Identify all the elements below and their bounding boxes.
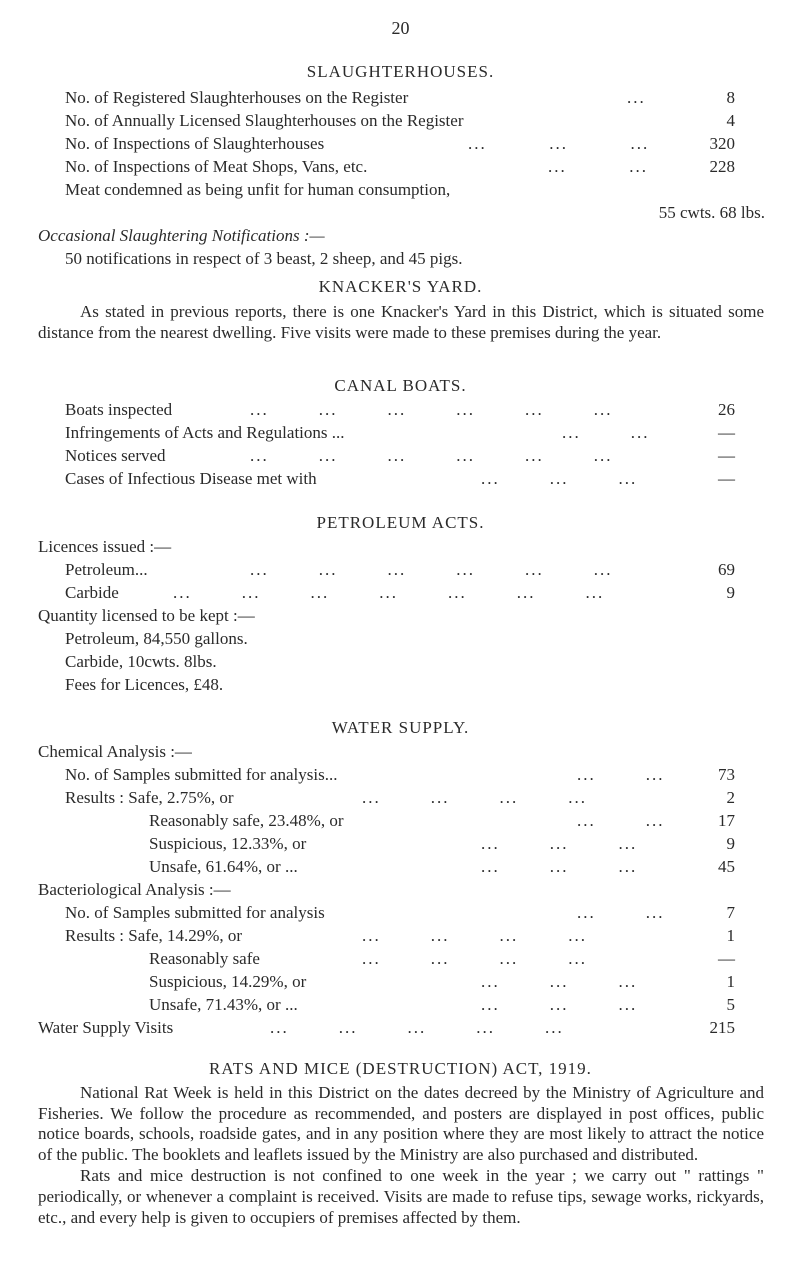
- row-value: 1: [726, 972, 735, 991]
- row-leader-dots: ... ... ...: [468, 134, 650, 153]
- chemical-row-unsafe: [149, 857, 735, 877]
- water-heading: WATER SUPPLY.: [331, 718, 470, 737]
- chemical-analysis-label: Chemical Analysis :—: [38, 742, 192, 761]
- row-value: 5: [726, 995, 735, 1014]
- row-label: Results : Safe, 2.75%, or: [65, 788, 234, 807]
- row-label: Unsafe, 71.43%, or ...: [149, 995, 298, 1014]
- row-label: No. of Inspections of Slaughterhouses: [65, 134, 325, 153]
- bact-row-samples: [65, 903, 735, 923]
- page-number: 20: [391, 18, 410, 38]
- row-value: 45: [718, 857, 735, 876]
- row-label: Results : Safe, 14.29%, or: [65, 926, 243, 945]
- canal-row-boats: [65, 400, 735, 420]
- row-value: 215: [709, 1018, 735, 1037]
- row-leader-dots: ... ... ... ... ...: [270, 1018, 564, 1037]
- occasional-slaughtering-title: Occasional Slaughtering Notifications :—: [38, 226, 325, 245]
- petroleum-row-carbide: [65, 583, 735, 603]
- row-value: 26: [718, 400, 735, 419]
- row-leader-dots: ... ... ...: [481, 469, 638, 488]
- bact-row-unsafe: [149, 995, 735, 1015]
- water-supply-visits-row: [38, 1018, 735, 1038]
- row-value: 7: [726, 903, 735, 922]
- rats-paragraph-1: National Rat Week is held in this District on the dates decreed by the Ministry of Agriculture and Fisheries. We follow the procedure as recommended, and posters are displayed in post offices, public notice boards, schools, roadside gates, and in any position where they are most likely to attract the notice of the public. The booklets and leaflets issued by the Ministry are also purchased and distributed.: [38, 1083, 764, 1164]
- row-leader-dots: ... ... ... ...: [362, 926, 587, 945]
- row-label: Reasonably safe: [149, 949, 260, 968]
- row-label: No. of Annually Licensed Slaughterhouses on the Register: [65, 111, 464, 130]
- row-leader-dots: ... ... ...: [481, 972, 638, 991]
- row-leader-dots: ...: [627, 88, 646, 107]
- knackers-paragraph: [38, 302, 764, 343]
- row-label: Water Supply Visits: [38, 1018, 174, 1037]
- slaughter-row-inspections: [65, 134, 735, 154]
- row-leader-dots: ... ...: [562, 423, 650, 442]
- row-label: Unsafe, 61.64%, or ...: [149, 857, 298, 876]
- row-leader-dots: ... ...: [548, 157, 648, 176]
- row-label: Suspicious, 14.29%, or: [149, 972, 307, 991]
- canal-heading: CANAL BOATS.: [334, 376, 467, 395]
- row-leader-dots: ... ... ...: [481, 834, 638, 853]
- row-value: 69: [718, 560, 735, 579]
- slaughterhouses-heading: SLAUGHTERHOUSES.: [306, 62, 495, 81]
- bact-row-reasonably-safe: [149, 949, 735, 969]
- row-value: 4: [726, 111, 735, 130]
- slaughter-row-meat-shops: [65, 157, 735, 177]
- row-label: No. of Samples submitted for analysis...: [65, 765, 338, 784]
- row-label: No. of Samples submitted for analysis: [65, 903, 325, 922]
- knackers-text: As stated in previous reports, there is one Knacker's Yard in this District, which is situated some distance from the nearest dwelling. Five visits were made to these premises during the year.: [38, 302, 764, 342]
- row-leader-dots: ... ...: [577, 903, 665, 922]
- canal-row-notices: [65, 446, 735, 466]
- row-label: Notices served: [65, 446, 166, 465]
- row-value: 17: [718, 811, 735, 830]
- row-value: —: [718, 446, 735, 465]
- row-label: Suspicious, 12.33%, or: [149, 834, 307, 853]
- row-label: Infringements of Acts and Regulations ...: [65, 423, 345, 442]
- canal-row-infectious: [65, 469, 735, 489]
- knackers-heading: KNACKER'S YARD.: [318, 277, 483, 296]
- rats-heading: RATS AND MICE (DESTRUCTION) ACT, 1919.: [209, 1059, 592, 1078]
- row-label: No. of Registered Slaughterhouses on the Register: [65, 88, 409, 107]
- row-leader-dots: ... ...: [577, 765, 665, 784]
- bact-row-suspicious: [149, 972, 735, 992]
- row-leader-dots: ... ... ... ... ... ...: [250, 400, 613, 419]
- chemical-row-reasonably-safe: [149, 811, 735, 831]
- row-leader-dots: ... ... ...: [481, 857, 638, 876]
- row-value: 320: [709, 134, 735, 153]
- petroleum-heading: PETROLEUM ACTS.: [316, 513, 485, 532]
- row-value: 9: [726, 834, 735, 853]
- row-label: Petroleum...: [65, 560, 148, 579]
- row-value: —: [718, 469, 735, 488]
- quantity-licensed-label: Quantity licensed to be kept :—: [38, 606, 255, 625]
- chemical-row-samples: [65, 765, 735, 785]
- bact-row-safe: [65, 926, 735, 946]
- rats-paragraph-2: Rats and mice destruction is not confined to one week in the year ; we carry out " rattings " periodically, or whenever a complaint is received. Visits are made to refuse tips, sewage works, rickyards, etc., and every help is given to occupiers of premises affected by them.: [38, 1166, 764, 1227]
- row-label: Boats inspected: [65, 400, 173, 419]
- licences-issued-label: Licences issued :—: [38, 537, 172, 556]
- row-value: 2: [726, 788, 735, 807]
- quantity-carbide: Carbide, 10cwts. 8lbs.: [65, 652, 217, 671]
- row-value: —: [718, 949, 735, 968]
- row-label: No. of Inspections of Meat Shops, Vans, etc.: [65, 157, 368, 176]
- chemical-row-safe: [65, 788, 735, 808]
- row-value: 1: [726, 926, 735, 945]
- slaughter-row-registered: [65, 88, 735, 108]
- slaughter-row-licensed: [65, 111, 735, 131]
- row-leader-dots: ... ... ... ...: [362, 949, 587, 968]
- chemical-row-suspicious: [149, 834, 735, 854]
- canal-row-infringements: [65, 423, 735, 443]
- bacteriological-analysis-label: Bacteriological Analysis :—: [38, 880, 231, 899]
- row-leader-dots: ... ... ...: [481, 995, 638, 1014]
- row-value: 9: [726, 583, 735, 602]
- licence-fees: Fees for Licences, £48.: [65, 675, 224, 694]
- row-value: 228: [709, 157, 735, 176]
- row-value: 8: [726, 88, 735, 107]
- rats-paragraphs: [38, 1083, 764, 1228]
- petroleum-row-petroleum: [65, 560, 735, 580]
- row-leader-dots: ... ... ... ... ... ...: [250, 560, 613, 579]
- row-leader-dots: ... ... ... ... ... ...: [250, 446, 613, 465]
- row-value: 73: [718, 765, 735, 784]
- row-value: —: [718, 423, 735, 442]
- row-leader-dots: ... ...: [577, 811, 665, 830]
- row-leader-dots: ... ... ... ... ... ... ...: [173, 583, 605, 602]
- occasional-slaughtering-text: 50 notifications in respect of 3 beast, 2 sheep, and 45 pigs.: [65, 249, 463, 268]
- row-label: Reasonably safe, 23.48%, or: [149, 811, 344, 830]
- meat-condemned-value: 55 cwts. 68 lbs.: [658, 203, 765, 222]
- row-label: Cases of Infectious Disease met with: [65, 469, 317, 488]
- row-leader-dots: ... ... ... ...: [362, 788, 587, 807]
- row-label: Carbide: [65, 583, 119, 602]
- meat-condemned-label: Meat condemned as being unfit for human consumption,: [65, 180, 451, 199]
- quantity-petroleum: Petroleum, 84,550 gallons.: [65, 629, 248, 648]
